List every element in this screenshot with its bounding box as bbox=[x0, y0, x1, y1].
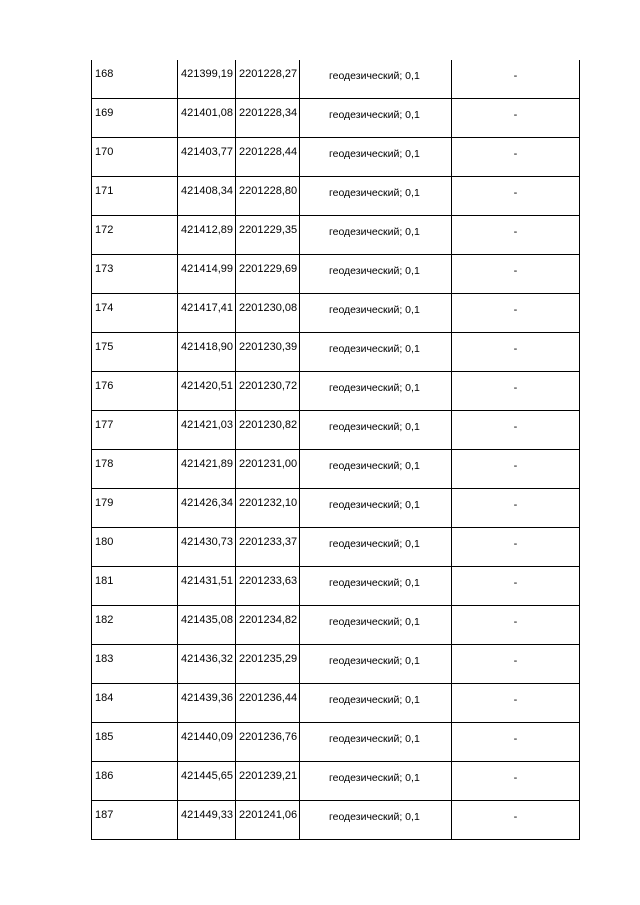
method-accuracy-cell: геодезический; 0,1 bbox=[299, 645, 451, 683]
coordinates-table bbox=[91, 60, 580, 840]
note-cell: - bbox=[451, 411, 580, 449]
point-number-cell: 173 bbox=[91, 255, 177, 293]
note-cell: - bbox=[451, 372, 580, 410]
y-coordinate-cell: 2201230,08 bbox=[235, 294, 299, 332]
point-number-cell: 183 bbox=[91, 645, 177, 683]
note-cell: - bbox=[451, 177, 580, 215]
note-cell: - bbox=[451, 723, 580, 761]
method-accuracy-cell: геодезический; 0,1 bbox=[299, 255, 451, 293]
x-coordinate-cell: 421399,19 bbox=[177, 60, 235, 98]
y-coordinate-cell: 2201236,76 bbox=[235, 723, 299, 761]
point-number-cell: 179 bbox=[91, 489, 177, 527]
method-accuracy-cell: геодезический; 0,1 bbox=[299, 684, 451, 722]
y-coordinate-cell: 2201228,34 bbox=[235, 99, 299, 137]
method-accuracy-cell: геодезический; 0,1 bbox=[299, 138, 451, 176]
point-number-cell: 175 bbox=[91, 333, 177, 371]
point-number-cell: 176 bbox=[91, 372, 177, 410]
method-accuracy-cell: геодезический; 0,1 bbox=[299, 372, 451, 410]
y-coordinate-cell: 2201235,29 bbox=[235, 645, 299, 683]
point-number-cell: 187 bbox=[91, 801, 177, 839]
table-row bbox=[91, 489, 580, 528]
y-coordinate-cell: 2201230,82 bbox=[235, 411, 299, 449]
y-coordinate-cell: 2201230,39 bbox=[235, 333, 299, 371]
table-row bbox=[91, 645, 580, 684]
table-row bbox=[91, 177, 580, 216]
table-row bbox=[91, 216, 580, 255]
table-row bbox=[91, 99, 580, 138]
note-cell: - bbox=[451, 567, 580, 605]
table-row bbox=[91, 684, 580, 723]
x-coordinate-cell: 421403,77 bbox=[177, 138, 235, 176]
note-cell: - bbox=[451, 138, 580, 176]
x-coordinate-cell: 421431,51 bbox=[177, 567, 235, 605]
table-row bbox=[91, 60, 580, 99]
note-cell: - bbox=[451, 450, 580, 488]
method-accuracy-cell: геодезический; 0,1 bbox=[299, 723, 451, 761]
point-number-cell: 178 bbox=[91, 450, 177, 488]
point-number-cell: 185 bbox=[91, 723, 177, 761]
method-accuracy-cell: геодезический; 0,1 bbox=[299, 567, 451, 605]
note-cell: - bbox=[451, 645, 580, 683]
y-coordinate-cell: 2201232,10 bbox=[235, 489, 299, 527]
y-coordinate-cell: 2201239,21 bbox=[235, 762, 299, 800]
point-number-cell: 181 bbox=[91, 567, 177, 605]
y-coordinate-cell: 2201228,44 bbox=[235, 138, 299, 176]
x-coordinate-cell: 421439,36 bbox=[177, 684, 235, 722]
x-coordinate-cell: 421414,99 bbox=[177, 255, 235, 293]
table-row bbox=[91, 411, 580, 450]
y-coordinate-cell: 2201231,00 bbox=[235, 450, 299, 488]
note-cell: - bbox=[451, 489, 580, 527]
y-coordinate-cell: 2201236,44 bbox=[235, 684, 299, 722]
method-accuracy-cell: геодезический; 0,1 bbox=[299, 450, 451, 488]
method-accuracy-cell: геодезический; 0,1 bbox=[299, 489, 451, 527]
point-number-cell: 172 bbox=[91, 216, 177, 254]
x-coordinate-cell: 421408,34 bbox=[177, 177, 235, 215]
note-cell: - bbox=[451, 528, 580, 566]
y-coordinate-cell: 2201228,80 bbox=[235, 177, 299, 215]
method-accuracy-cell: геодезический; 0,1 bbox=[299, 177, 451, 215]
x-coordinate-cell: 421430,73 bbox=[177, 528, 235, 566]
table-row bbox=[91, 294, 580, 333]
point-number-cell: 171 bbox=[91, 177, 177, 215]
point-number-cell: 182 bbox=[91, 606, 177, 644]
method-accuracy-cell: геодезический; 0,1 bbox=[299, 216, 451, 254]
method-accuracy-cell: геодезический; 0,1 bbox=[299, 60, 451, 98]
x-coordinate-cell: 421421,89 bbox=[177, 450, 235, 488]
x-coordinate-cell: 421420,51 bbox=[177, 372, 235, 410]
x-coordinate-cell: 421412,89 bbox=[177, 216, 235, 254]
y-coordinate-cell: 2201241,06 bbox=[235, 801, 299, 839]
x-coordinate-cell: 421436,32 bbox=[177, 645, 235, 683]
note-cell: - bbox=[451, 216, 580, 254]
table-row bbox=[91, 372, 580, 411]
note-cell: - bbox=[451, 99, 580, 137]
method-accuracy-cell: геодезический; 0,1 bbox=[299, 333, 451, 371]
point-number-cell: 170 bbox=[91, 138, 177, 176]
x-coordinate-cell: 421421,03 bbox=[177, 411, 235, 449]
table-row bbox=[91, 801, 580, 840]
method-accuracy-cell: геодезический; 0,1 bbox=[299, 99, 451, 137]
note-cell: - bbox=[451, 60, 580, 98]
y-coordinate-cell: 2201233,37 bbox=[235, 528, 299, 566]
table-row bbox=[91, 567, 580, 606]
table-row bbox=[91, 606, 580, 645]
method-accuracy-cell: геодезический; 0,1 bbox=[299, 411, 451, 449]
y-coordinate-cell: 2201230,72 bbox=[235, 372, 299, 410]
note-cell: - bbox=[451, 333, 580, 371]
note-cell: - bbox=[451, 255, 580, 293]
y-coordinate-cell: 2201234,82 bbox=[235, 606, 299, 644]
table-row bbox=[91, 528, 580, 567]
x-coordinate-cell: 421445,65 bbox=[177, 762, 235, 800]
point-number-cell: 177 bbox=[91, 411, 177, 449]
point-number-cell: 174 bbox=[91, 294, 177, 332]
point-number-cell: 180 bbox=[91, 528, 177, 566]
point-number-cell: 169 bbox=[91, 99, 177, 137]
y-coordinate-cell: 2201229,69 bbox=[235, 255, 299, 293]
method-accuracy-cell: геодезический; 0,1 bbox=[299, 606, 451, 644]
table-row bbox=[91, 723, 580, 762]
method-accuracy-cell: геодезический; 0,1 bbox=[299, 762, 451, 800]
note-cell: - bbox=[451, 684, 580, 722]
y-coordinate-cell: 2201229,35 bbox=[235, 216, 299, 254]
x-coordinate-cell: 421435,08 bbox=[177, 606, 235, 644]
x-coordinate-cell: 421449,33 bbox=[177, 801, 235, 839]
table-row bbox=[91, 255, 580, 294]
x-coordinate-cell: 421401,08 bbox=[177, 99, 235, 137]
note-cell: - bbox=[451, 762, 580, 800]
table-row bbox=[91, 138, 580, 177]
table-row bbox=[91, 762, 580, 801]
note-cell: - bbox=[451, 801, 580, 839]
point-number-cell: 168 bbox=[91, 60, 177, 98]
y-coordinate-cell: 2201233,63 bbox=[235, 567, 299, 605]
x-coordinate-cell: 421426,34 bbox=[177, 489, 235, 527]
y-coordinate-cell: 2201228,27 bbox=[235, 60, 299, 98]
table-row bbox=[91, 333, 580, 372]
method-accuracy-cell: геодезический; 0,1 bbox=[299, 294, 451, 332]
point-number-cell: 186 bbox=[91, 762, 177, 800]
x-coordinate-cell: 421417,41 bbox=[177, 294, 235, 332]
note-cell: - bbox=[451, 294, 580, 332]
x-coordinate-cell: 421418,90 bbox=[177, 333, 235, 371]
x-coordinate-cell: 421440,09 bbox=[177, 723, 235, 761]
method-accuracy-cell: геодезический; 0,1 bbox=[299, 801, 451, 839]
note-cell: - bbox=[451, 606, 580, 644]
table-row bbox=[91, 450, 580, 489]
point-number-cell: 184 bbox=[91, 684, 177, 722]
method-accuracy-cell: геодезический; 0,1 bbox=[299, 528, 451, 566]
